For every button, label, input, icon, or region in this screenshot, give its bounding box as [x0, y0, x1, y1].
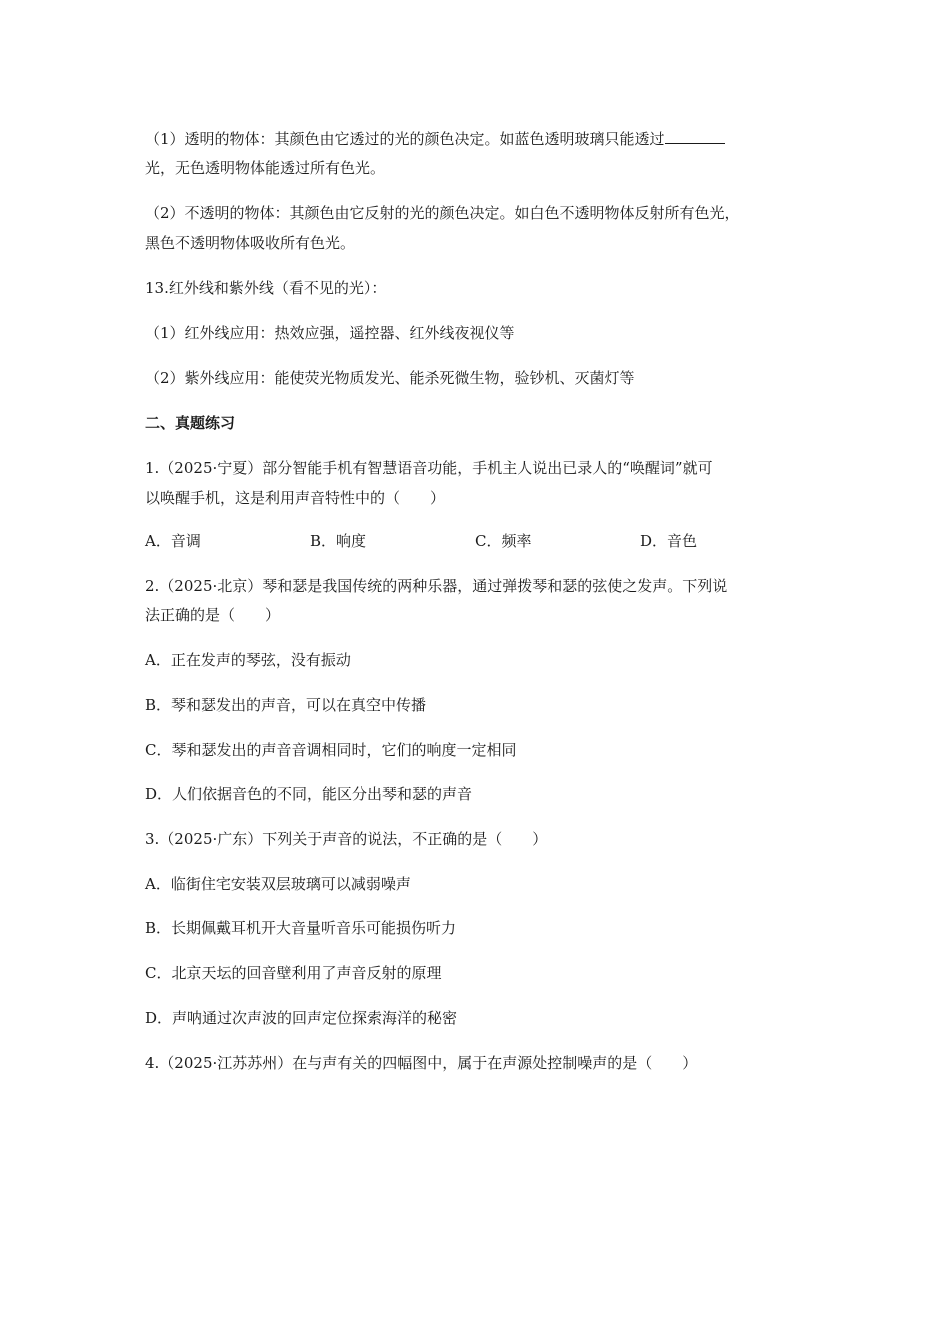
opaque-object-line-2: 黑色不透明物体吸收所有色光。: [145, 234, 356, 252]
question-1-option-a[interactable]: A．音调: [145, 532, 201, 550]
question-2-option-c[interactable]: C．琴和瑟发出的声音音调相同时，它们的响度一定相同: [145, 741, 517, 759]
document-page: [145, 0, 805, 1344]
infrared-application: （1）红外线应用：热效应强，遥控器、红外线夜视仪等: [145, 324, 515, 342]
transparent-object-line-2: 光，无色透明物体能透过所有色光。: [145, 159, 386, 177]
question-2-option-b[interactable]: B．琴和瑟发出的声音，可以在真空中传播: [145, 696, 427, 714]
question-1-line-1: 1.（2025·宁夏）部分智能手机有智慧语音功能，手机主人说出已录人的“唤醒词”就可: [145, 459, 713, 477]
question-1-option-d[interactable]: D．音色: [640, 532, 698, 550]
ultraviolet-application: （2）紫外线应用：能使荧光物质发光、能杀死微生物，验钞机、灭菌灯等: [145, 369, 635, 387]
question-2-line-2: 法正确的是（ ）: [145, 606, 281, 624]
question-3-line-1: 3.（2025·广东）下列关于声音的说法，不正确的是（ ）: [145, 830, 548, 848]
question-3-option-d[interactable]: D．声呐通过次声波的回声定位探索海洋的秘密: [145, 1009, 458, 1027]
question-1-option-b[interactable]: B．响度: [310, 532, 367, 550]
question-1-line-2: 以唤醒手机，这是利用声音特性中的（ ）: [145, 489, 446, 507]
question-2-option-a[interactable]: A．正在发声的琴弦，没有振动: [145, 651, 351, 669]
question-3-option-c[interactable]: C．北京天坛的回音壁利用了声音反射的原理: [145, 964, 442, 982]
transparent-object-line-1: [145, 128, 725, 149]
question-4-line-1: 4.（2025·江苏苏州）在与声有关的四幅图中，属于在声源处控制噪声的是（ ）: [145, 1054, 698, 1072]
opaque-object-line-1: （2）不透明的物体：其颜色由它反射的光的颜色决定。如白色不透明物体反射所有色光，: [145, 204, 740, 222]
question-3-option-b[interactable]: B．长期佩戴耳机开大音量听音乐可能损伤听力: [145, 919, 457, 937]
question-1-option-c[interactable]: C．频率: [475, 532, 532, 550]
fill-in-blank[interactable]: [665, 128, 725, 144]
section-13-title: 13.红外线和紫外线（看不见的光）：: [145, 279, 387, 297]
question-2-option-d[interactable]: D．人们依据音色的不同，能区分出琴和瑟的声音: [145, 785, 473, 803]
practice-heading: 二、真题练习: [145, 414, 236, 432]
question-3-option-a[interactable]: A．临街住宅安装双层玻璃可以减弱噪声: [145, 875, 411, 893]
transparent-object-text: （1）透明的物体：其颜色由它透过的光的颜色决定。如蓝色透明玻璃只能透过: [145, 130, 665, 148]
question-2-line-1: 2.（2025·北京）琴和瑟是我国传统的两种乐器，通过弹拨琴和瑟的弦使之发声。下列说: [145, 577, 728, 595]
